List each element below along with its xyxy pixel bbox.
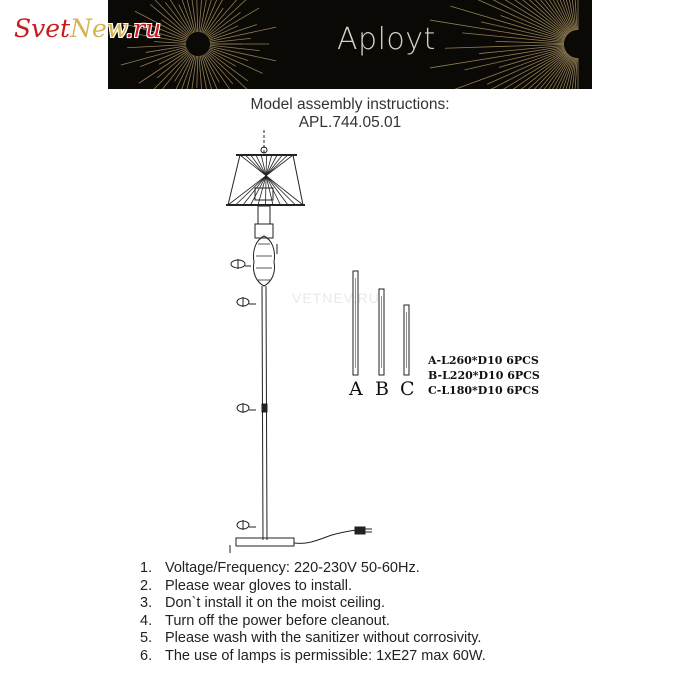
item-text: Please wash with the sanitizer without corrosivity. — [165, 630, 482, 647]
power-cord — [294, 530, 356, 543]
item-text: Please wear gloves to install. — [165, 577, 352, 594]
model-number: APL.744.05.01 — [298, 114, 402, 131]
rod-spec-b: B-L220*D10 6PCS — [428, 369, 540, 382]
item-text: Voltage/Frequency: 220-230V 50-60Hz. — [165, 560, 420, 576]
lamp-shade — [226, 155, 305, 205]
rotate-arrow-icon — [237, 520, 256, 530]
crystal-body — [253, 236, 277, 286]
brand-name: Aployt — [337, 22, 436, 57]
rod-letter-c: C — [400, 378, 415, 400]
stand-pole — [262, 286, 267, 540]
finial — [261, 130, 267, 156]
list-item — [140, 630, 486, 648]
list-item — [140, 578, 486, 596]
item-number: 3. — [140, 595, 153, 612]
item-number: 5. — [140, 630, 153, 647]
rod-letter-a: A — [349, 378, 363, 400]
site-logo-part1: Svet — [14, 14, 71, 43]
site-logo-part2: New — [70, 14, 126, 43]
rotate-arrow-icon — [237, 403, 256, 413]
stand-base — [230, 538, 294, 553]
item-text: Don`t install it on the moist ceiling. — [165, 595, 386, 612]
rod-letter-b: B — [375, 378, 389, 400]
site-logo-part3: .ru — [125, 14, 162, 43]
item-number: 1. — [140, 560, 153, 576]
item-text: The use of lamps is permissible: 1xE27 max 60W. — [165, 647, 486, 664]
instruction-list — [140, 560, 486, 666]
rod-c — [404, 305, 409, 375]
list-item — [140, 648, 486, 666]
title-line-1: Model assembly instructions: — [250, 96, 450, 113]
watermark: VETNEV.RU — [292, 290, 380, 306]
list-item — [140, 595, 486, 613]
rod-spec-c: C-L180*D10 6PCS — [428, 384, 540, 397]
item-number: 2. — [140, 577, 153, 594]
rod-spec-a: A-L260*D10 6PCS — [428, 354, 539, 367]
rotate-arrow-icon — [237, 297, 256, 307]
item-number: 6. — [140, 647, 153, 664]
item-text: Turn off the power before cleanout. — [165, 612, 390, 629]
list-item — [140, 613, 486, 631]
list-item — [140, 560, 486, 578]
rotate-arrow-icon — [231, 259, 251, 269]
rod-a — [353, 271, 358, 375]
rod-b — [379, 289, 384, 375]
rod-specifications — [428, 353, 540, 398]
item-number: 4. — [140, 612, 153, 629]
lamp-holder — [255, 206, 273, 238]
